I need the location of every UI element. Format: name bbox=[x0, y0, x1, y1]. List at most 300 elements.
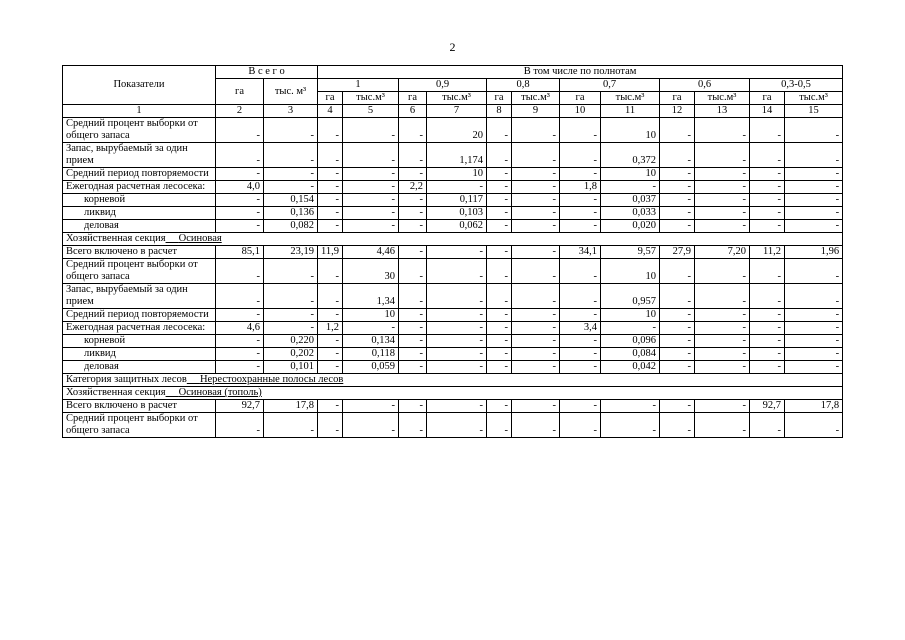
table-cell: - bbox=[785, 413, 843, 438]
row-label: корневой bbox=[63, 335, 216, 348]
row-label: ликвид bbox=[63, 207, 216, 220]
table-cell: - bbox=[785, 361, 843, 374]
header-fullness: 0,9 bbox=[399, 79, 487, 92]
table-cell: - bbox=[560, 400, 601, 413]
table-cell: - bbox=[216, 413, 264, 438]
table-cell: - bbox=[399, 335, 427, 348]
table-cell: 23,19 bbox=[264, 246, 318, 259]
table-cell: - bbox=[660, 220, 695, 233]
table-cell: - bbox=[399, 168, 427, 181]
table-cell: - bbox=[343, 400, 399, 413]
table-cell: 0,202 bbox=[264, 348, 318, 361]
table-cell: - bbox=[785, 322, 843, 335]
table-row bbox=[63, 322, 843, 335]
table-row bbox=[63, 413, 843, 438]
table-cell: - bbox=[695, 194, 750, 207]
table-row bbox=[63, 348, 843, 361]
table-cell: 10 bbox=[343, 309, 399, 322]
header-unit-ha: га bbox=[660, 92, 695, 105]
table-cell: 1,174 bbox=[427, 143, 487, 168]
table-cell: - bbox=[695, 348, 750, 361]
table-cell: - bbox=[487, 194, 512, 207]
table-cell: - bbox=[343, 207, 399, 220]
header-fullness: 0,3-0,5 bbox=[750, 79, 843, 92]
header-fullness: 1 bbox=[318, 79, 399, 92]
table-cell: - bbox=[487, 413, 512, 438]
table-cell: - bbox=[601, 322, 660, 335]
page-number: 2 bbox=[449, 40, 456, 54]
table-cell: - bbox=[785, 220, 843, 233]
table-row bbox=[63, 259, 843, 284]
table-row bbox=[63, 246, 843, 259]
header-fullness: 0,7 bbox=[560, 79, 660, 92]
table-cell: - bbox=[216, 348, 264, 361]
economic-section-value: Осиновая bbox=[178, 233, 222, 244]
table-cell: - bbox=[487, 207, 512, 220]
table-cell: - bbox=[560, 220, 601, 233]
table-cell: - bbox=[427, 246, 487, 259]
table-cell: - bbox=[750, 284, 785, 309]
table-cell: - bbox=[560, 413, 601, 438]
table-cell: - bbox=[785, 348, 843, 361]
row-label: Средний период повторяемости bbox=[63, 309, 216, 322]
table-cell: - bbox=[560, 348, 601, 361]
table-cell: - bbox=[427, 335, 487, 348]
table-cell: - bbox=[427, 400, 487, 413]
table-cell: - bbox=[216, 259, 264, 284]
table-cell: - bbox=[512, 284, 560, 309]
row-label: Всего включено в расчет bbox=[63, 400, 216, 413]
table-cell: 85,1 bbox=[216, 246, 264, 259]
header-unit-m3: тыс.м³ bbox=[343, 92, 399, 105]
table-cell: - bbox=[695, 259, 750, 284]
table-cell: 0,118 bbox=[343, 348, 399, 361]
table-cell: - bbox=[343, 168, 399, 181]
column-number: 1 bbox=[63, 105, 216, 118]
table-cell: 7,20 bbox=[695, 246, 750, 259]
table-cell: - bbox=[427, 348, 487, 361]
row-label: Средний период повторяемости bbox=[63, 168, 216, 181]
table-cell: 0,042 bbox=[601, 361, 660, 374]
table-cell: - bbox=[427, 322, 487, 335]
column-number: 9 bbox=[512, 105, 560, 118]
row-label: Средний процент выборки от общего запаса bbox=[63, 259, 216, 284]
table-cell: - bbox=[601, 181, 660, 194]
column-number: 15 bbox=[785, 105, 843, 118]
table-cell: - bbox=[487, 246, 512, 259]
table-cell: - bbox=[512, 335, 560, 348]
table-cell: - bbox=[512, 246, 560, 259]
column-number: 13 bbox=[695, 105, 750, 118]
table-cell: 0,059 bbox=[343, 361, 399, 374]
table-cell: - bbox=[487, 335, 512, 348]
table-cell: 0,372 bbox=[601, 143, 660, 168]
header-total-m3: тыс. м³ bbox=[264, 79, 318, 105]
table-cell: - bbox=[216, 168, 264, 181]
table-cell: - bbox=[660, 168, 695, 181]
table-cell: - bbox=[785, 168, 843, 181]
column-number: 6 bbox=[399, 105, 427, 118]
table-cell: - bbox=[512, 207, 560, 220]
table-cell: 1,34 bbox=[343, 284, 399, 309]
table-cell: 10 bbox=[601, 259, 660, 284]
header-row-1 bbox=[63, 66, 843, 79]
row-label: ликвид bbox=[63, 348, 216, 361]
table-cell: - bbox=[660, 309, 695, 322]
table-cell: - bbox=[660, 400, 695, 413]
table-cell: - bbox=[660, 322, 695, 335]
table-cell: - bbox=[216, 220, 264, 233]
table-cell: 0,103 bbox=[427, 207, 487, 220]
table-cell: - bbox=[343, 194, 399, 207]
table-cell: - bbox=[216, 335, 264, 348]
column-number: 14 bbox=[750, 105, 785, 118]
table-cell: 0,117 bbox=[427, 194, 487, 207]
table-row bbox=[63, 400, 843, 413]
table-cell: - bbox=[750, 207, 785, 220]
table-cell: - bbox=[560, 194, 601, 207]
table-cell: 0,084 bbox=[601, 348, 660, 361]
table-cell: 0,037 bbox=[601, 194, 660, 207]
table-cell: - bbox=[427, 413, 487, 438]
table-cell: 4,0 bbox=[216, 181, 264, 194]
table-cell: - bbox=[750, 143, 785, 168]
table-cell: - bbox=[512, 413, 560, 438]
table-cell: - bbox=[427, 181, 487, 194]
table-body bbox=[63, 118, 843, 438]
table-cell: - bbox=[264, 284, 318, 309]
table-cell: - bbox=[264, 322, 318, 335]
economic-section-row bbox=[63, 233, 843, 246]
forest-category-cell bbox=[63, 374, 843, 387]
table-cell: - bbox=[660, 181, 695, 194]
header-total: В с е г о bbox=[216, 66, 318, 79]
table-cell: - bbox=[695, 143, 750, 168]
table-cell: - bbox=[343, 322, 399, 335]
header-indicators: Показатели bbox=[63, 66, 216, 105]
table-cell: - bbox=[660, 361, 695, 374]
table-cell: - bbox=[695, 168, 750, 181]
table-row bbox=[63, 194, 843, 207]
table-cell: 2,2 bbox=[399, 181, 427, 194]
header-unit-m3: тыс.м³ bbox=[785, 92, 843, 105]
table-cell: 10 bbox=[427, 168, 487, 181]
table-row bbox=[63, 143, 843, 168]
table-cell: - bbox=[512, 220, 560, 233]
table-cell: - bbox=[487, 259, 512, 284]
column-number: 2 bbox=[216, 105, 264, 118]
table-cell: - bbox=[512, 322, 560, 335]
table-row bbox=[63, 335, 843, 348]
table-cell: - bbox=[601, 400, 660, 413]
table-cell: - bbox=[750, 309, 785, 322]
table-cell: - bbox=[427, 259, 487, 284]
table-cell: 4,46 bbox=[343, 246, 399, 259]
table-cell: - bbox=[785, 284, 843, 309]
table-cell: - bbox=[785, 194, 843, 207]
table-cell: - bbox=[216, 284, 264, 309]
column-number: 11 bbox=[601, 105, 660, 118]
header-unit-m3: тыс.м³ bbox=[512, 92, 560, 105]
table-cell: - bbox=[785, 309, 843, 322]
table-cell: - bbox=[560, 168, 601, 181]
table-cell: - bbox=[216, 361, 264, 374]
table-cell: - bbox=[318, 168, 343, 181]
table-cell: - bbox=[427, 361, 487, 374]
table-cell: - bbox=[487, 361, 512, 374]
table-cell: - bbox=[399, 309, 427, 322]
column-number: 5 bbox=[343, 105, 399, 118]
row-label: Ежегодная расчетная лесосека: bbox=[63, 181, 216, 194]
table-cell: - bbox=[695, 284, 750, 309]
table-cell: 0,082 bbox=[264, 220, 318, 233]
table-row bbox=[63, 309, 843, 322]
table-cell: 20 bbox=[427, 118, 487, 143]
table-cell: 3,4 bbox=[560, 322, 601, 335]
table-cell: - bbox=[216, 143, 264, 168]
row-label: деловая bbox=[63, 361, 216, 374]
table-row bbox=[63, 361, 843, 374]
table-cell: - bbox=[487, 220, 512, 233]
table-cell: - bbox=[264, 309, 318, 322]
table-cell: 92,7 bbox=[750, 400, 785, 413]
table-cell: - bbox=[695, 335, 750, 348]
table-cell: - bbox=[427, 284, 487, 309]
table-cell: - bbox=[695, 181, 750, 194]
table-cell: - bbox=[343, 413, 399, 438]
table-cell: - bbox=[695, 400, 750, 413]
table-cell: - bbox=[560, 361, 601, 374]
column-number: 3 bbox=[264, 105, 318, 118]
table-cell: - bbox=[487, 181, 512, 194]
table-cell: - bbox=[785, 118, 843, 143]
economic-section-prefix: Хозяйственная секция bbox=[66, 233, 166, 244]
table-cell: 0,096 bbox=[601, 335, 660, 348]
table-cell: - bbox=[750, 335, 785, 348]
header-unit-ha: га bbox=[750, 92, 785, 105]
table-cell: 17,8 bbox=[264, 400, 318, 413]
table-cell: 11,9 bbox=[318, 246, 343, 259]
table-cell: - bbox=[512, 168, 560, 181]
table-cell: - bbox=[785, 181, 843, 194]
table-cell: - bbox=[487, 322, 512, 335]
economic-section-prefix: Хозяйственная секция bbox=[66, 387, 166, 398]
header-including: В том числе по полнотам bbox=[318, 66, 843, 79]
table-cell: - bbox=[750, 322, 785, 335]
table-cell: - bbox=[318, 207, 343, 220]
table-cell: - bbox=[399, 207, 427, 220]
table-cell: - bbox=[560, 118, 601, 143]
table-cell: - bbox=[318, 413, 343, 438]
header-unit-m3: тыс.м³ bbox=[601, 92, 660, 105]
header-unit-m3: тыс.м³ bbox=[695, 92, 750, 105]
table-cell: - bbox=[695, 220, 750, 233]
table-cell: - bbox=[512, 259, 560, 284]
table-cell: - bbox=[343, 220, 399, 233]
column-number: 4 bbox=[318, 105, 343, 118]
table-cell: 0,220 bbox=[264, 335, 318, 348]
table-cell: - bbox=[512, 348, 560, 361]
table-cell: - bbox=[487, 309, 512, 322]
table-cell: 30 bbox=[343, 259, 399, 284]
table-cell: - bbox=[750, 194, 785, 207]
column-number: 10 bbox=[560, 105, 601, 118]
table-cell: - bbox=[399, 284, 427, 309]
table-cell: 0,957 bbox=[601, 284, 660, 309]
header-fullness: 0,6 bbox=[660, 79, 750, 92]
table-cell: - bbox=[660, 143, 695, 168]
table-cell: - bbox=[601, 413, 660, 438]
table-cell: - bbox=[512, 118, 560, 143]
table-cell: - bbox=[216, 309, 264, 322]
table-cell: - bbox=[399, 348, 427, 361]
table-cell: 10 bbox=[601, 309, 660, 322]
table-row bbox=[63, 207, 843, 220]
table-cell: - bbox=[750, 118, 785, 143]
row-label: корневой bbox=[63, 194, 216, 207]
table-cell: - bbox=[512, 143, 560, 168]
table-cell: 1,2 bbox=[318, 322, 343, 335]
table-cell: - bbox=[660, 284, 695, 309]
table-cell: - bbox=[660, 348, 695, 361]
table-cell: - bbox=[660, 259, 695, 284]
row-label: деловая bbox=[63, 220, 216, 233]
table-cell: - bbox=[785, 143, 843, 168]
column-number: 8 bbox=[487, 105, 512, 118]
column-number-row bbox=[63, 105, 843, 118]
table-cell: - bbox=[785, 335, 843, 348]
table-cell: - bbox=[695, 118, 750, 143]
table-cell: - bbox=[660, 413, 695, 438]
table-cell: - bbox=[318, 194, 343, 207]
table-cell: 0,134 bbox=[343, 335, 399, 348]
table-cell: - bbox=[560, 143, 601, 168]
table-cell: - bbox=[318, 335, 343, 348]
table-cell: 17,8 bbox=[785, 400, 843, 413]
header-unit-ha: га bbox=[487, 92, 512, 105]
table-cell: - bbox=[318, 143, 343, 168]
table-cell: 4,6 bbox=[216, 322, 264, 335]
table-cell: - bbox=[487, 143, 512, 168]
table-cell: - bbox=[512, 309, 560, 322]
table-cell: - bbox=[318, 348, 343, 361]
table-row bbox=[63, 220, 843, 233]
table-cell: - bbox=[318, 220, 343, 233]
table-cell: 0,101 bbox=[264, 361, 318, 374]
table-cell: - bbox=[512, 181, 560, 194]
table-cell: - bbox=[560, 284, 601, 309]
table-cell: - bbox=[343, 181, 399, 194]
row-label: Запас, вырубаемый за один прием bbox=[63, 143, 216, 168]
table-cell: 27,9 bbox=[660, 246, 695, 259]
economic-section-value: Осиновая (тополь) bbox=[178, 387, 262, 398]
table-cell: - bbox=[750, 413, 785, 438]
forest-table bbox=[62, 65, 843, 438]
table-cell: - bbox=[264, 259, 318, 284]
economic-section-cell bbox=[63, 387, 843, 400]
header-unit-ha: га bbox=[318, 92, 343, 105]
header-total-ha: га bbox=[216, 79, 264, 105]
table-cell: - bbox=[560, 335, 601, 348]
table-cell: - bbox=[695, 322, 750, 335]
table-cell: - bbox=[399, 118, 427, 143]
table-cell: - bbox=[216, 194, 264, 207]
table-cell: - bbox=[660, 194, 695, 207]
row-label: Запас, вырубаемый за один прием bbox=[63, 284, 216, 309]
table-cell: - bbox=[318, 284, 343, 309]
table-cell: - bbox=[264, 181, 318, 194]
header-fullness: 0,8 bbox=[487, 79, 560, 92]
table-cell: - bbox=[399, 220, 427, 233]
table-cell: - bbox=[695, 207, 750, 220]
table-cell: - bbox=[399, 194, 427, 207]
header-unit-ha: га bbox=[399, 92, 427, 105]
table-cell: - bbox=[343, 143, 399, 168]
table-cell: - bbox=[560, 259, 601, 284]
table-cell: - bbox=[264, 143, 318, 168]
table-cell: - bbox=[318, 259, 343, 284]
table-cell: - bbox=[318, 400, 343, 413]
table-cell: 11,2 bbox=[750, 246, 785, 259]
table-row bbox=[63, 118, 843, 143]
row-label: Ежегодная расчетная лесосека: bbox=[63, 322, 216, 335]
table-cell: 9,57 bbox=[601, 246, 660, 259]
forest-category-prefix: Категория защитных лесов bbox=[66, 374, 187, 385]
table-cell: - bbox=[487, 168, 512, 181]
table-cell: 0,062 bbox=[427, 220, 487, 233]
economic-section-row bbox=[63, 387, 843, 400]
table-cell: - bbox=[318, 361, 343, 374]
forest-category-value: Нерестоохранные полосы лесов bbox=[199, 374, 344, 385]
table-cell: 0,033 bbox=[601, 207, 660, 220]
table-cell: 10 bbox=[601, 118, 660, 143]
table-cell: - bbox=[399, 361, 427, 374]
table-row bbox=[63, 168, 843, 181]
table-cell: 1,8 bbox=[560, 181, 601, 194]
table-cell: - bbox=[750, 181, 785, 194]
row-label: Средний процент выборки от общего запаса bbox=[63, 118, 216, 143]
table-cell: 0,020 bbox=[601, 220, 660, 233]
table-cell: - bbox=[487, 400, 512, 413]
table-cell: - bbox=[318, 181, 343, 194]
table-cell: - bbox=[216, 207, 264, 220]
table-cell: - bbox=[512, 194, 560, 207]
table-cell: - bbox=[399, 246, 427, 259]
table-cell: - bbox=[750, 220, 785, 233]
table-cell: - bbox=[399, 322, 427, 335]
table-cell: - bbox=[560, 309, 601, 322]
economic-section-cell bbox=[63, 233, 843, 246]
table-cell: - bbox=[399, 413, 427, 438]
forest-category-row bbox=[63, 374, 843, 387]
table-cell: - bbox=[264, 168, 318, 181]
table-cell: - bbox=[560, 207, 601, 220]
table-cell: - bbox=[487, 348, 512, 361]
table-cell: - bbox=[318, 118, 343, 143]
table-cell: 92,7 bbox=[216, 400, 264, 413]
table-cell: - bbox=[512, 361, 560, 374]
row-label: Средний процент выборки от общего запаса bbox=[63, 413, 216, 438]
table-cell: - bbox=[750, 259, 785, 284]
table-cell: - bbox=[785, 259, 843, 284]
table-cell: - bbox=[695, 413, 750, 438]
table-row bbox=[63, 284, 843, 309]
table-cell: 10 bbox=[601, 168, 660, 181]
table-cell: - bbox=[487, 118, 512, 143]
table-cell: - bbox=[399, 143, 427, 168]
table-cell: - bbox=[660, 207, 695, 220]
table-cell: 34,1 bbox=[560, 246, 601, 259]
